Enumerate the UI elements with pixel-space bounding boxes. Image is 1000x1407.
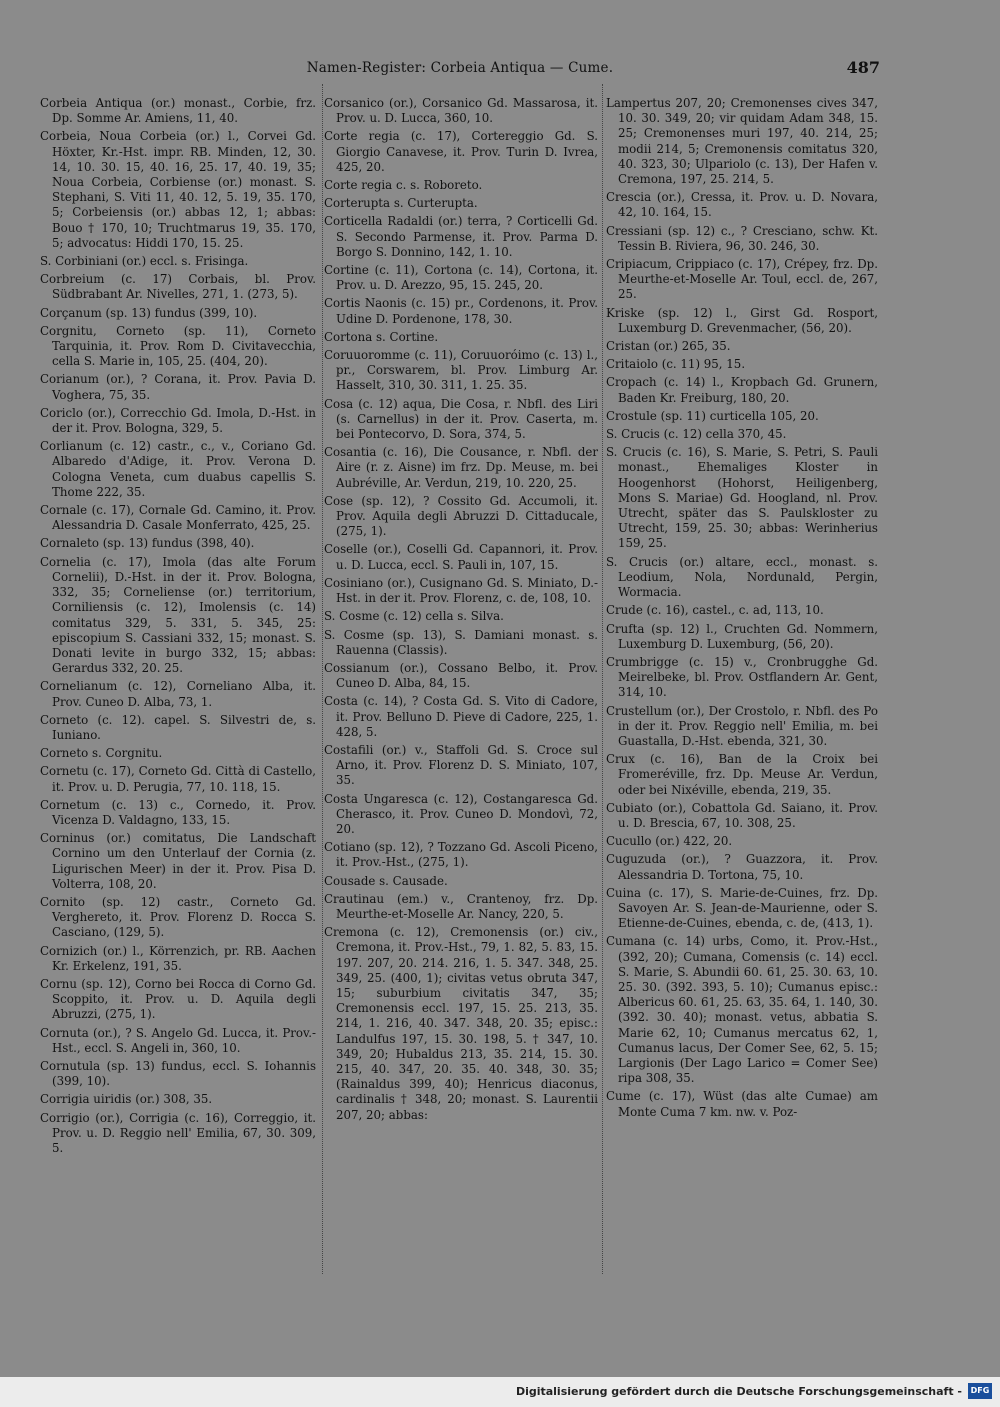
entry-headword: Crustellum (606, 703, 673, 718)
entry-text: (sp. 13) fundus (398, 40). (102, 536, 255, 551)
entry-text: (or.) l., Körrenzich, pr. RB. Aachen Kr. Erkelenz, 191, 35. (52, 943, 317, 973)
index-entry (606, 357, 878, 372)
entry-headword: Cortona (324, 329, 373, 344)
entry-text: (c. 12) aqua, Die Cosa, r. Nbfl. des Liri (s. Carnellus) in der it. Prov. Caserta, m. bei Pontecorvo, D. Sora, 374, 5. (336, 396, 598, 442)
entry-headword: Cosa (324, 396, 354, 411)
entry-headword: Cucullo (606, 834, 652, 849)
index-entry (324, 609, 598, 624)
entry-headword: S. Cosme (324, 609, 380, 624)
entry-headword: Cortis Naonis (324, 296, 407, 311)
entry-text: Lampertus 207, 20; Cremonenses cives 347, 10. 30. 349, 20; vir quidam Adam 348, 15. 25; Cremonenses muri 197, 40. 214, 25; modii 214, 5; Cremonensis comitatus 320, 40. 323, 30; Ulpariolo (c. 13), Der Hafen v. Cremona, 197, 25. 214, 5. (606, 96, 878, 187)
entry-text: (or.) eccl. s. Frisinga. (121, 254, 249, 269)
index-entry (324, 874, 598, 889)
entry-headword: Coselle (324, 542, 368, 557)
index-entry (40, 831, 316, 892)
entry-text: (or.), Cressa, it. Prov. u. D. Novara, 42, 10. 164, 15. (618, 190, 879, 220)
entry-text: (or.), Coselli Gd. Capannori, it. Prov. u. D. Lucca, eccl. S. Pauli in, 107, 15. (336, 542, 599, 572)
index-entry (606, 1089, 878, 1119)
entry-headword: Crautinau (324, 891, 385, 906)
entry-text: s. Cortine. (376, 329, 439, 344)
index-entry (606, 306, 878, 336)
entry-text: c. s. Roboreto. (395, 178, 483, 193)
index-entry (606, 224, 878, 254)
entry-headword: Corte regia (324, 178, 393, 193)
index-entry (40, 1092, 316, 1107)
index-entry (40, 944, 316, 974)
entry-headword: Costa Ungaresca (324, 791, 429, 806)
footer-bar (0, 1377, 1000, 1407)
entry-headword: Cornetum (40, 797, 100, 812)
entry-headword: Corneto (40, 746, 89, 761)
entry-headword: Cornutula (40, 1058, 101, 1073)
entry-headword: Cousade (324, 873, 376, 888)
entry-headword: Cornelianum (40, 679, 118, 694)
entry-headword: Cubiato (606, 800, 653, 815)
entry-headword: Corticella Radaldi (324, 214, 434, 229)
entry-text: s. Corgnitu. (91, 746, 163, 761)
entry-text: (or.), Corrigia (c. 16), Correggio, it. Prov. u. D. Reggio nell' Emilia, 67, 30. 309, 5. (52, 1110, 317, 1155)
index-entry (40, 895, 316, 941)
entry-headword: Costafili (324, 742, 374, 757)
index-entry (324, 694, 598, 740)
index-entry (324, 576, 598, 606)
index-entry (324, 397, 598, 443)
entry-text: (or.) 308, 35. (135, 1092, 213, 1107)
entry-headword: Corgnitu, Corneto (40, 323, 165, 338)
entry-headword: Cosantia (324, 445, 377, 460)
page-number: 487 (846, 58, 880, 77)
index-entry (324, 494, 598, 540)
entry-text: (c. 17), Imola (das alte Forum Cornelii), D.-Hst. in der it. Prov. Bologna, 332, 35; Corneliense (or.) territorium, Corniliensis (c. 12), Imolensis (c. 14) comitatus 329, 5. 331, 5. 345, 25: episcopium S. Cassiani 332, 15; monast. S. Donati levite in burgo 332, 15; abbas: Gerardus 332, 20. 25. (52, 554, 316, 676)
index-entry (40, 555, 316, 677)
entry-headword: Cosiniano (324, 575, 384, 590)
entry-text: (c. 16), Die Cousance, r. Nbfl. der Aire (r. z. Aisne) im frz. Dp. Meuse, m. bei Aubréville, Ar. Verdun, 219, 10. 220, 25. (336, 445, 599, 490)
entry-text: (sp. 13), S. Damiani monast. s. Rauenna (Classis). (336, 627, 599, 657)
index-column-2 (324, 96, 598, 1126)
index-entry (606, 801, 878, 831)
entry-headword: Corlianum (40, 439, 103, 454)
entry-headword: Crumbrigge (606, 654, 679, 669)
entry-text: (c. 12), Corneliano Alba, it. Prov. Cuneo D. Alba, 73, 1. (52, 679, 317, 709)
entry-headword: Costa (324, 694, 358, 709)
entry-text: (c. 15) v., Cronbrugghe Gd. Meirelbeke, bl. Prov. Ostflandern Ar. Gent, 314, 10. (618, 654, 879, 700)
entry-text: (c. 17), S. Marie-de-Cuines, frz. Dp. Savoyen Ar. S. Jean-de-Maurienne, oder S. Etienne-de-Cuines, ebenda, c. de, (413, 1). (618, 885, 879, 931)
index-entry (606, 427, 878, 442)
entry-headword: Corçanum (40, 305, 102, 320)
entry-headword: Corrigio (40, 1110, 90, 1125)
entry-text: (or.) terra, ? Corticelli Gd. S. Secondo Parmense, it. Prov. Parma D. Borgo S. Donnino, 142, 1. 10. (336, 214, 598, 259)
entry-headword: Cornetu (40, 764, 89, 779)
index-entry (324, 743, 598, 789)
entry-text: (or.) monast., Corbie, frz. Dp. Somme Ar. Amiens, 11, 40. (52, 96, 316, 126)
entry-headword: Cuguzuda (606, 852, 667, 867)
entry-text: (c. 14) urbs, Como, it. Prov.-Hst., (392, 20); Cumana, Comensis (c. 14) eccl. S. Marie, S. Abundii 60. 61, 25. 30. 63, 10. 25. 30. (392. 393, 5. 10); Cumanus episc.: Albericus 60. 61, 25. 63, 35. 64, 1. 140, 30. (392. 30. 40); monast. vetus, abbatia S. Marie 62, 10; Cumanus mercatus 62, 1, Cumanus lacus, Der Comer See, 62, 5. 15; Largionis (Der Lago Larico = Comer See) ripa 308, 35. (618, 934, 879, 1086)
entry-headword: Corianum (40, 372, 99, 387)
entry-headword: Corbreium (40, 272, 105, 287)
entry-text: s. Curterupta. (393, 196, 478, 211)
index-entry (606, 704, 878, 750)
entry-text: (or.), ? S. Angelo Gd. Lucca, it. Prov.-Hst., eccl. S. Angeli in, 360, 10. (52, 1025, 316, 1055)
entry-headword: Cressiani (606, 223, 662, 238)
entry-headword: S. Crucis (606, 445, 662, 460)
entry-text: (sp. 11), Corneto Tarquinia, it. Prov. Rom D. Civitavecchia, cella S. Marie in, 105, 25. (404, 20). (52, 323, 317, 369)
entry-text: (c. 11), Coruuoróimo (c. 13) l., pr., Corswarem, bl. Prov. Limburg Ar. Hasselt, 310, 30. 311, 1. 25. 35. (336, 348, 598, 393)
index-entry (606, 934, 878, 1086)
index-entry (606, 375, 878, 405)
entry-text: (sp. 12) castr., Corneto Gd. Verghereto, it. Prov. Florenz D. Rocca S. Casciano, (129, 5). (52, 894, 317, 940)
index-entry (324, 263, 598, 293)
index-entry (324, 445, 598, 491)
index-entry (324, 330, 598, 345)
entry-text: s. Causade. (379, 873, 448, 888)
index-entry (606, 339, 878, 354)
entry-headword: Corterupta (324, 196, 391, 211)
index-entry (606, 622, 878, 652)
entry-headword: Crux (606, 752, 635, 767)
entry-headword: Corsanico (324, 96, 384, 110)
index-entry (40, 746, 316, 761)
page-header (40, 60, 880, 82)
entry-text: (c. 17), Cortereggio Gd. S. Giorgio Canavese, it. Prov. Turin D. Ivrea, 425, 20. (336, 129, 599, 174)
entry-text: (em.) v., Crantenoy, frz. Dp. Meurthe-et-Moselle Ar. Nancy, 220, 5. (336, 891, 598, 921)
entry-headword: Cornale (40, 503, 88, 518)
entry-text: (or.), Correcchio Gd. Imola, D.-Hst. in der it. Prov. Bologna, 329, 5. (52, 405, 316, 436)
entry-text: (or.) 422, 20. (655, 834, 733, 849)
entry-headword: Cumana (606, 934, 656, 949)
entry-text: (c. 16), Ban de la Croix bei Fromeréville, frz. Dp. Meuse Ar. Verdun, oder bei Nixéville, ebenda, 219, 35. (618, 752, 878, 797)
index-entry (324, 628, 598, 658)
index-entry (40, 679, 316, 709)
index-entry (40, 324, 316, 370)
index-entry (606, 852, 878, 882)
index-entry (40, 406, 316, 436)
index-entry (324, 792, 598, 838)
entry-text: (c. 13) c., Cornedo, it. Prov. Vicenza D. Valdagno, 133, 15. (52, 797, 317, 827)
entry-text: (or.), ? Corana, it. Prov. Pavia D. Voghera, 75, 35. (52, 372, 317, 402)
entry-text: (c. 17), Wüst (das alte Cumae) am Monte Cuma 7 km. nw. v. Poz- (618, 1089, 878, 1119)
entry-headword: Cremona (324, 925, 379, 940)
index-entry (606, 886, 878, 932)
entry-text: (c. 12) cella s. Silva. (383, 609, 504, 624)
index-entry (40, 439, 316, 500)
index-entry (606, 752, 878, 798)
entry-text: (sp. 12), Corno bei Rocca di Corno Gd. Scoppito, it. Prov. u. D. Aquila degli Abruzzi, (275, 1). (52, 976, 317, 1022)
index-entry (606, 96, 878, 187)
entry-text: (or.), Corsanico Gd. Massarosa, it. Prov. u. D. Lucca, 360, 10. (336, 96, 598, 126)
index-entry (324, 925, 598, 1123)
entry-text: (c. 12), Costangaresca Gd. Cherasco, it. Prov. Cuneo D. Mondovì, 72, 20. (336, 791, 598, 836)
entry-text: (c. 15) pr., Cordenons, it. Prov. Udine D. Pordenone, 178, 30. (336, 296, 599, 326)
entry-text: (c. 17), Corneto Gd. Città di Castello, it. Prov. u. D. Perugia, 77, 10. 118, 15. (52, 764, 317, 794)
entry-headword: Crufta (606, 621, 645, 636)
entry-text: (c. 12), Cremonensis (or.) civ., Cremona, it. Prov.-Hst., 79, 1. 82, 5. 83, 15. 197. 207, 20. 214. 216, 1. 5. 347. 348, 25. 349, 25. (400, 1); civitas vetus obruta 347, 15; suburbium civitatis 347, 35; Cremonensis eccl. 197, 15. 25. 213, 35. 214, 1. 216, 40. 347. 348, 20. 35; episc.: Landulfus 197, 15. 30. 198, 5. † 347, 10. 349, 20; Hubaldus 213, 35. 214, 15. 30. 215, 40. 347, 20. 35. 40. 348, 30. 35; (Rainaldus 399, 40); Henricus diaconus, cardinalis † 348, 20; monast. S. Laurentii 207, 20; abbas: (336, 925, 599, 1122)
entry-text: (c. 11), Cortona (c. 14), Cortona, it. Prov. u. D. Arezzo, 95, 15. 245, 20. (336, 263, 598, 293)
entry-headword: Corbeia, Noua Corbeia (40, 129, 187, 144)
entry-headword: Corninus (40, 831, 95, 846)
entry-headword: S. Corbiniani (40, 254, 119, 269)
index-entry (40, 1111, 316, 1157)
entry-headword: S. Cosme (324, 627, 385, 642)
entry-headword: Cume (606, 1089, 641, 1104)
index-entry (40, 372, 316, 402)
entry-headword: Crude (606, 603, 643, 618)
index-entry (606, 555, 878, 601)
entry-headword: Cristan (606, 339, 650, 354)
index-entry (40, 764, 316, 794)
index-entry (606, 409, 878, 424)
index-entry (324, 661, 598, 691)
entry-text: (or.), Cusignano Gd. S. Miniato, D.-Hst. in der it. Prov. Florenz, c. de, 108, 10. (336, 575, 599, 606)
index-entry (606, 603, 878, 618)
entry-headword: Coriclo (40, 405, 84, 420)
index-entry (40, 1026, 316, 1056)
entry-text: (or.) l., Corvei Gd. Höxter, Kr.-Hst. impr. RB. Minden, 12, 30. 14, 10. 30. 15, 40. 16, 25. 17, 40. 19, 35; Noua Corbeia, Corbiense (or.) monast. S. Stephani, S. Viti 11, 40. 12, 5. 19, 35. 170, 5; Corbeiensis (or.) abbas 12, 1; abbas: Bouo † 170, 10; Truchtmarus 19, 35. 170, 5; advocatus: Hiddi 170, 15. 25. (52, 129, 316, 250)
entry-text: (sp. 12) l., Cruchten Gd. Nommern, Luxemburg D. Luxemburg, (56, 20). (618, 621, 879, 651)
entry-text: (c. 12) castr., c., v., Coriano Gd. Albaredo d'Adige, it. Prov. Verona D. Cologna Veneta, cum duabus capellis S. Thome 222, 35. (52, 439, 316, 499)
entry-text: (c. 12). capel. S. Silvestri de, s. Iuniano. (52, 712, 317, 742)
entry-text: (or.), Der Crostolo, r. Nbfl. des Po in der it. Prov. Reggio nell' Emilia, m. bei Guastalla, D.-Hst. ebenda, 321, 30. (618, 703, 878, 748)
index-entry (40, 129, 316, 251)
index-entry (606, 834, 878, 849)
running-title: Namen-Register: Corbeia Antiqua — Cume. (306, 60, 614, 76)
index-entry (324, 892, 598, 922)
index-entry (606, 190, 878, 220)
entry-text: (sp. 13) fundus, eccl. S. Iohannis (399, 10). (52, 1058, 316, 1089)
entry-text: (c. 17) Corbais, bl. Prov. Südbrabant Ar. Nivelles, 271, 1. (273, 5). (52, 272, 316, 302)
entry-headword: Cornito (40, 894, 85, 909)
entry-text: (sp. 12) l., Girst Gd. Rosport, Luxemburg D. Grevenmacher, (56, 20). (618, 305, 878, 335)
entry-headword: Cornizich (40, 943, 98, 958)
entry-headword: Corbeia Antiqua (40, 96, 143, 110)
entry-text: (or.) 265, 35. (653, 339, 731, 354)
column-divider (602, 84, 604, 1274)
index-entry (324, 348, 598, 394)
entry-headword: Cornu (40, 976, 77, 991)
index-entry (324, 196, 598, 211)
entry-text: (or.), Cossano Belbo, it. Prov. Cuneo D. Alba, 84, 15. (336, 660, 599, 691)
index-entry (40, 254, 316, 269)
index-entry (40, 977, 316, 1023)
index-entry (324, 96, 598, 126)
entry-headword: Cuina (606, 885, 642, 900)
index-entry (324, 214, 598, 260)
entry-text: (or.), Cobattola Gd. Saiano, it. Prov. u. D. Brescia, 67, 10. 308, 25. (618, 800, 878, 830)
index-entry (40, 713, 316, 743)
entry-headword: Corte regia (324, 129, 400, 144)
entry-headword: Cortine (324, 263, 369, 278)
entry-text: (c. 17), Cornale Gd. Camino, it. Prov. Alessandria D. Casale Monferrato, 425, 25. (52, 503, 316, 533)
entry-headword: Critaiolo (606, 357, 658, 372)
entry-headword: S. Crucis (606, 554, 668, 569)
index-entry (40, 536, 316, 551)
entry-headword: Cornuta (40, 1025, 89, 1040)
index-entry (40, 1059, 316, 1089)
entry-text: (c. 12) cella 370, 45. (663, 427, 787, 442)
entry-text: (c. 14) l., Kropbach Gd. Grunern, Baden Kr. Freiburg, 180, 20. (618, 375, 878, 405)
index-entry (40, 96, 316, 126)
entry-headword: Cripiacum, Crippiaco (606, 257, 734, 272)
index-column-3 (606, 96, 878, 1123)
entry-text: (sp. 12), ? Cossito Gd. Accumoli, it. Prov. Aquila degli Abruzzi D. Cittaducale, (275, 1). (336, 493, 598, 539)
index-entry (606, 257, 878, 303)
entry-text: (or.) v., Staffoli Gd. S. Croce sul Arno, it. Prov. Florenz D. S. Miniato, 107, 35. (336, 742, 599, 788)
entry-headword: Crescia (606, 190, 652, 205)
index-entry (40, 798, 316, 828)
entry-headword: Cropach (606, 375, 657, 390)
entry-text: (c. 16), S. Marie, S. Petri, S. Pauli monast., Ehemaliges Kloster in Hoogenhorst (Hohorst, Heiligenberg, Mons S. Mariae) Gd. Hoogland, nl. Prov. Utrecht, später das S. Paulskloster zu Utrecht, 159, 25. 30; abbas: Werinherius 159, 25. (618, 445, 879, 551)
entry-headword: Crostule (606, 408, 657, 423)
entry-headword: Coruuoromme (324, 348, 411, 363)
entry-headword: S. Crucis (606, 427, 660, 442)
entry-text: (c. 17), Crépey, frz. Dp. Meurthe-et-Moselle Ar. Toul, eccl. de, 267, 25. (618, 257, 878, 302)
entry-text: (c. 16), castel., c. ad, 113, 10. (646, 603, 824, 618)
index-entry (606, 445, 878, 551)
dfg-logo: DFG (968, 1383, 992, 1399)
entry-headword: Kriske (606, 305, 645, 320)
index-entry (324, 296, 598, 326)
index-entry (606, 655, 878, 701)
entry-text: (sp. 13) fundus (399, 10). (105, 305, 258, 320)
entry-text: (sp. 11) curticella 105, 20. (660, 408, 819, 423)
entry-text: (or.) altare, eccl., monast. s. Leodium, Nola, Nordunald, Pergin, Wormacia. (618, 554, 879, 600)
entry-headword: Cossianum (324, 660, 390, 675)
entry-headword: Cornaleto (40, 536, 99, 551)
entry-text: (sp. 12), ? Tozzano Gd. Ascoli Piceno, it. Prov.-Hst., (275, 1). (336, 840, 598, 870)
entry-text: (sp. 12) c., ? Cresciano, schw. Kt. Tessin B. Riviera, 96, 30. 246, 30. (618, 223, 879, 253)
entry-headword: Corrigia uiridis (40, 1092, 132, 1107)
entry-headword: Corneto (40, 712, 89, 727)
funding-credit: Digitalisierung gefördert durch die Deutsche Forschungsgemeinschaft - (515, 1385, 962, 1398)
index-entry (324, 129, 598, 175)
index-entry (40, 272, 316, 302)
index-column-1 (40, 96, 316, 1159)
entry-headword: Cose (324, 493, 354, 508)
index-entry (324, 840, 598, 870)
entry-headword: Cotiano (324, 840, 371, 855)
entry-text: (or.), ? Guazzora, it. Prov. Alessandria D. Tortona, 75, 10. (618, 852, 878, 882)
entry-headword: Cornelia (40, 554, 91, 569)
entry-text: (c. 14), ? Costa Gd. S. Vito di Cadore, it. Prov. Belluno D. Pieve di Cadore, 225, 1. 428, 5. (336, 694, 598, 739)
entry-text: (c. 11) 95, 15. (661, 357, 746, 372)
index-entry (40, 306, 316, 321)
index-entry (324, 542, 598, 572)
index-entry (40, 503, 316, 533)
index-entry (324, 178, 598, 193)
entry-text: (or.) comitatus, Die Landschaft Cornino um den Unterlauf der Cornia (z. Ligurischen Meer) in der it. Prov. Pisa D. Volterra, 108, 20. (52, 831, 316, 891)
